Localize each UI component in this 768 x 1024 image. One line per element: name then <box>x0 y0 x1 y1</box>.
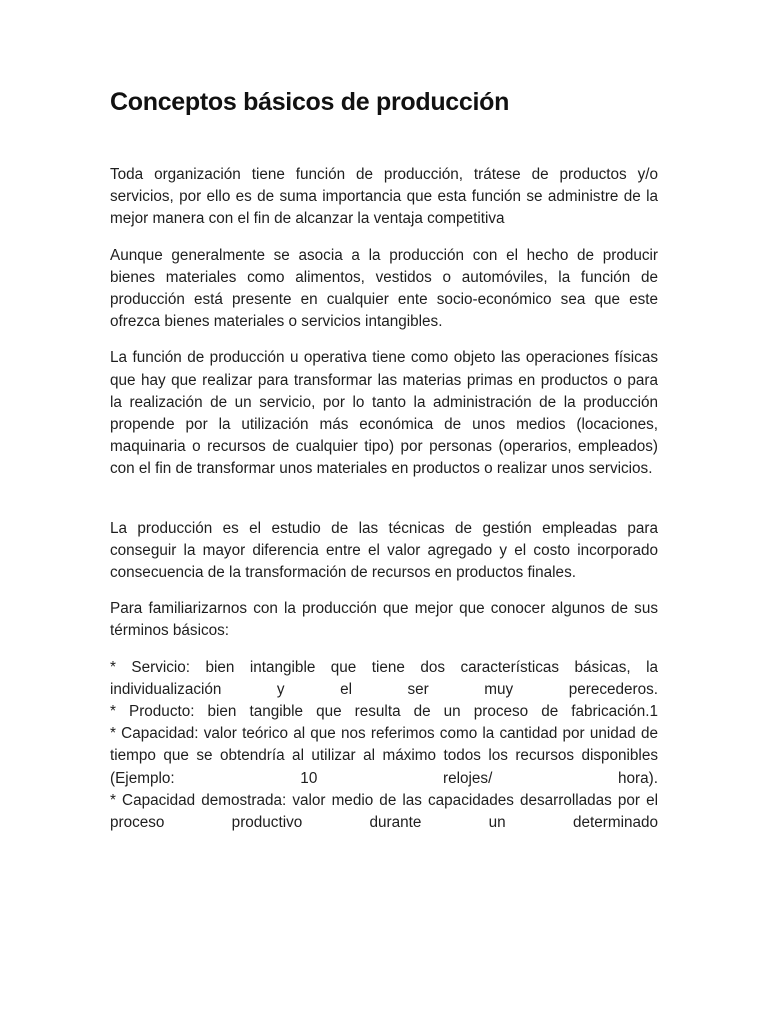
paragraph-intro: Toda organización tiene función de producción, trátese de productos y/o servicios, por ello es de suma importancia que esta función se administre de la mejor manera con el fin de alcanzar la ventaja competitiva <box>110 166 658 228</box>
document-page <box>110 86 658 834</box>
paragraph-production-function: La función de producción u operativa tiene como objeto las operaciones físicas que hay que realizar para transformar las materias primas en productos o para la realización de un servicio, por lo tanto la administración de la producción propende por la utilización más económica de unos medios (locaciones, maquinaria o recursos de cualquier tipo) por personas (operarios, empleados) con el fin de transformar unos materiales en productos o realizar unos servicios. <box>110 349 658 478</box>
paragraph-production-presence: Aunque generalmente se asocia a la producción con el hecho de producir bienes materiales como alimentos, vestidos o automóviles, la función de producción está presente en cualquier ente socio-económico sea que este ofrezca bienes materiales o servicios intangibles. <box>110 246 658 331</box>
term-producto: * Producto: bien tangible que resulta de un proceso de fabricación.1 <box>110 703 658 721</box>
paragraph-production-definition: La producción es el estudio de las técnicas de gestión empleadas para conseguir la mayor diferencia entre el valor agregado y el costo incorporado consecuencia de la transformación de recursos en productos finales. <box>110 519 658 582</box>
document-title: Conceptos básicos de producción <box>110 88 510 116</box>
term-capacidad-demostrada: * Capacidad demostrada: valor medio de las capacidades desarrolladas por el proceso productivo durante un determinado <box>110 791 658 832</box>
terms-list <box>110 657 658 835</box>
paragraph-terms-intro: Para familiarizarnos con la producción que mejor que conocer algunos de sus términos básicos: <box>110 600 658 640</box>
term-servicio: * Servicio: bien intangible que tiene dos características básicas, la individualización y el ser muy perecederos. <box>110 658 658 698</box>
term-capacidad: * Capacidad: valor teórico al que nos referimos como la cantidad por unidad de tiempo que se obtendría al utilizar al máximo todos los recursos disponibles (Ejemplo: 10 relojes/ hora). <box>110 725 658 787</box>
